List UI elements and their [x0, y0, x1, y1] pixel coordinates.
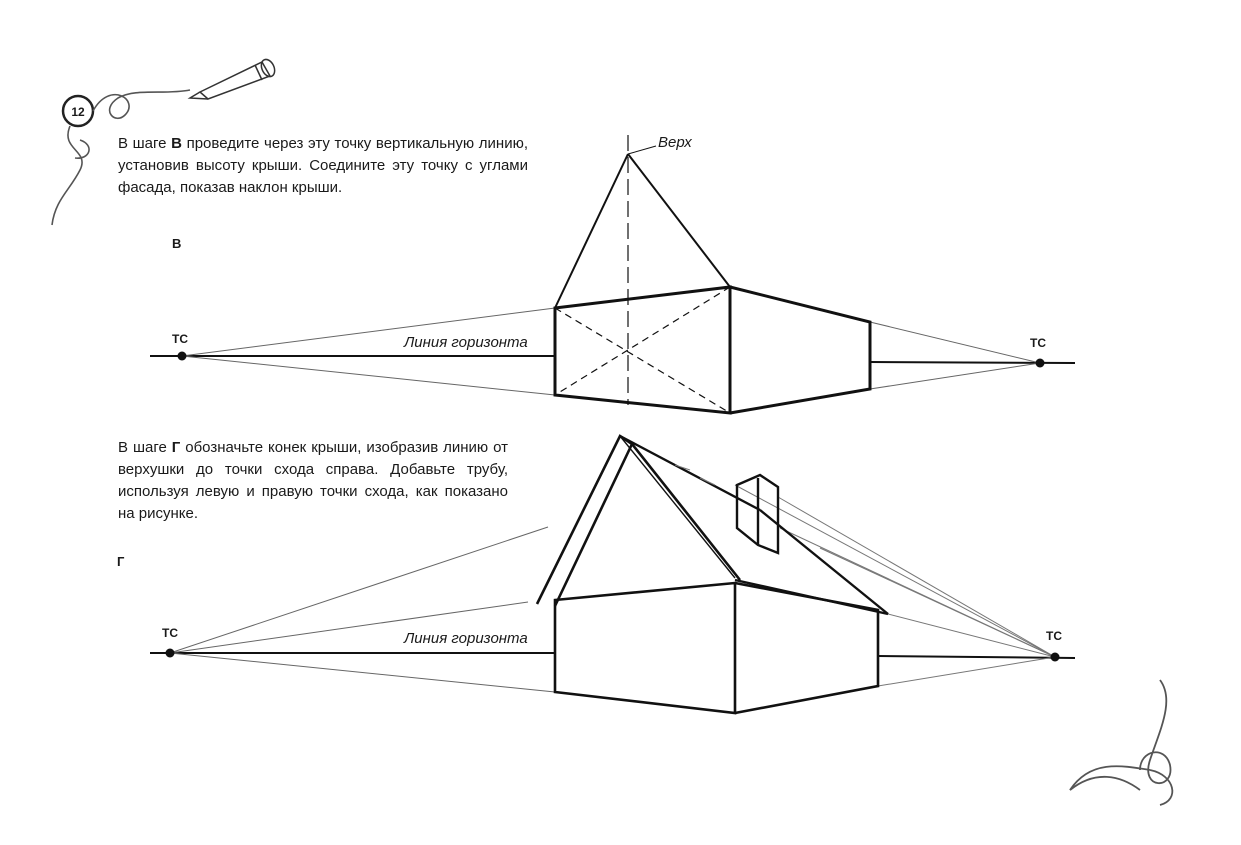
- figure-g-label: Г: [117, 554, 125, 569]
- figure-v-label: В: [172, 236, 182, 251]
- horizon-label-g: Линия горизонта: [404, 630, 528, 647]
- vanishing-point-left-g: ТС: [162, 626, 178, 640]
- step-v-text-after: проведите через эту точку вертикальную линию, установив высоту крыши. Соедините эту точку с углами фасада, показав наклон крыши.: [118, 135, 528, 196]
- pencil-icon: [190, 57, 277, 99]
- top-label: Верх: [658, 134, 692, 151]
- step-v-paragraph: [118, 133, 528, 199]
- step-v-text-before: В шаге: [118, 135, 172, 152]
- step-g-text-before: В шаге: [118, 439, 172, 456]
- step-v-letter-inline: В: [171, 135, 182, 152]
- swirl-ornament-bottom: [1070, 680, 1172, 805]
- step-g-text-after: обозначьте конек крыши, изобразив линию от верхушки до точки схода справа. Добавьте трубу, используя левую и правую точки схода, как показано на рисунке.: [118, 439, 509, 522]
- step-g-paragraph: [118, 437, 508, 525]
- horizon-label-v: Линия горизонта: [404, 334, 528, 351]
- vanishing-point-left-v: ТС: [172, 332, 188, 346]
- step-g-letter-inline: Г: [171, 439, 181, 456]
- page-number: 12: [71, 105, 85, 119]
- vanishing-point-right-g: ТС: [1046, 629, 1062, 643]
- vanishing-point-right-v: ТС: [1030, 336, 1046, 350]
